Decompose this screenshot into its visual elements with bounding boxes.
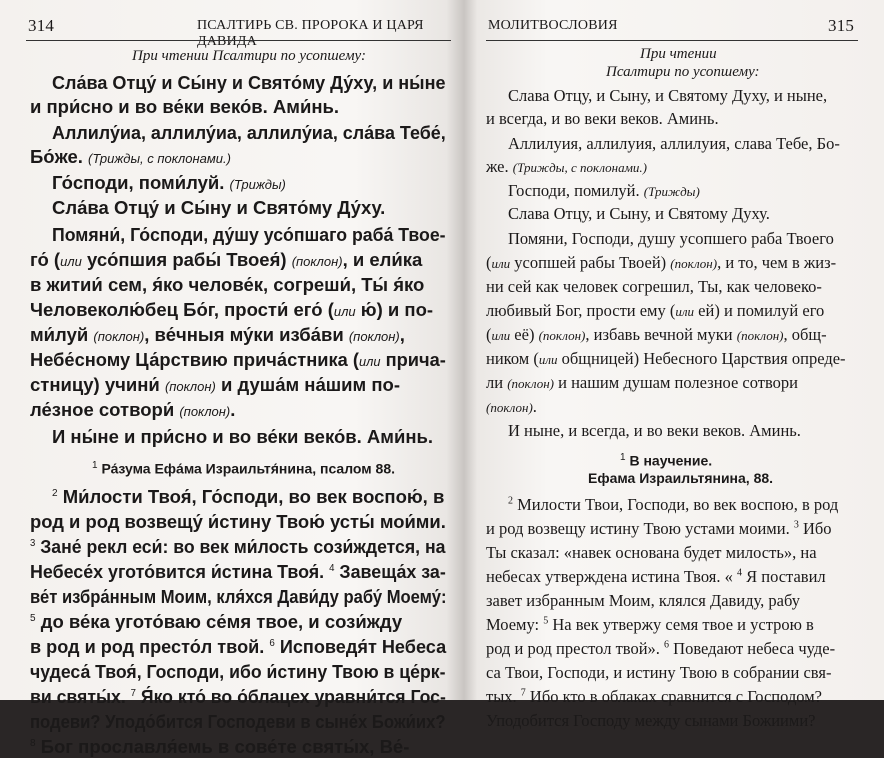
- prayer-line: Го́споди, поми́луй. (Трижды): [52, 172, 286, 193]
- page-number: 315: [828, 16, 855, 35]
- verse-line: Ты сказал: «навек основана будет милость», на: [486, 543, 817, 562]
- prayer-line: го́ (или усо́пшия рабы́ Твоея́) (поклон), и ели́ка: [30, 249, 423, 270]
- verse-line: $^3$ Зане́ рекл еси́: во век ми́лость сози́ждется, на: [30, 536, 446, 557]
- page-number: 314: [28, 16, 55, 35]
- subtitle: При чтении Псалтири по усопшему:: [132, 48, 366, 64]
- prayer-line: И ныне, и всегда, и во веки веков. Аминь.: [508, 421, 801, 440]
- verse-line: Моему: $^5$ На век утвержу семя твое и устрою в: [486, 615, 814, 634]
- prayer-line: Человеколю́бец Бо́г, прости́ его́ (или ю́) и по-: [30, 299, 434, 320]
- subtitle: При чтении: [640, 46, 717, 62]
- prayer-line: Бо́же. (Трижды, с поклонами.): [30, 146, 231, 167]
- verse-line: $^5$ до ве́ка угото́ваю се́мя твое, и сози́жду: [30, 611, 403, 632]
- prayer-line: ли (поклон) и нашим душам полезное сотвори: [486, 373, 799, 392]
- verse-line: и род возвещу истину Твою устами моими. $^3$ Ибо: [486, 519, 832, 538]
- verse-line: $^2$ Ми́лости Твоя́, Го́споди, во век воспою́, в: [52, 486, 445, 507]
- running-head: МОЛИТВОСЛОВИЯ: [488, 18, 618, 33]
- prayer-line: Слава Отцу, и Сыну, и Святому Духу.: [508, 204, 770, 223]
- prayer-line: (или усопшей рабы Твоей) (поклон), и то, чем в жиз-: [486, 253, 837, 272]
- prayer-line: Сла́ва Отцу́ и Сы́ну и Свято́му Ду́ху, и ны́не: [52, 72, 446, 93]
- prayer-line: и при́сно и во ве́ки веко́в. Ами́нь.: [30, 96, 340, 117]
- verse-line: род и род возвещу́ и́стину Твою́ усты́ мои́ми.: [30, 511, 446, 532]
- prayer-line: Небе́сному Ца́рствию прича́стника (или прича-: [30, 349, 446, 370]
- prayer-line: Аллилу́иа, аллилу́иа, аллилу́иа, сла́ва Тебе́,: [52, 122, 446, 143]
- verse-line: са Твои, Господи, и истину Твою в собрании свя-: [486, 663, 832, 682]
- psalm-heading: $^1$ Ра́зума Ефа́ма Израильтя́нина, псалом 88.: [92, 460, 396, 477]
- prayer-line: ником (или общницей) Небесного Царствия опреде-: [486, 349, 846, 368]
- prayer-line: Сла́ва Отцу́ и Сы́ну и Свято́му Ду́ху.: [52, 197, 386, 218]
- verse-line: $^2$ Милости Твои, Господи, во век воспою, в род: [508, 495, 839, 514]
- subtitle: Псалтири по усопшему:: [606, 64, 760, 80]
- prayer-line: Господи, помилуй. (Трижды): [508, 181, 700, 200]
- verse-line: в род и род престо́л твой. $^6$ Исповедя́т Небеса: [30, 636, 447, 657]
- prayer-line: Помяни́, Го́споди, ду́шу усо́пшаго раба́ Твое-: [52, 224, 446, 245]
- prayer-line: ни сей как человек согрешил, Ты, как человеко-: [486, 277, 822, 296]
- verse-line: Уподобится Господу между сынами Божиими?: [486, 711, 816, 730]
- prayer-line: (или её) (поклон), избавь вечной муки (поклон), общ-: [486, 325, 827, 344]
- prayer-line: И ны́не и при́сно и во ве́ки веко́в. Ами́нь.: [52, 426, 434, 447]
- prayer-line: Слава Отцу, и Сыну, и Святому Духу, и ныне,: [508, 86, 828, 105]
- verse-line: завет избранным Моим, клялся Давиду, рабу: [486, 591, 800, 610]
- prayer-line: ми́луй (поклон), ве́чныя му́ки изба́ви (поклон),: [30, 324, 405, 345]
- verse-line: $^8$ Бог прославля́емь в сове́те святы́х, Ве́-: [30, 736, 410, 757]
- verse-line: Небесе́х угото́вится и́стина Твоя́. $^4$ Завеща́х за-: [30, 561, 446, 582]
- prayer-line: (поклон).: [486, 397, 537, 416]
- verse-line: тых. $^7$ Ибо кто в облаках сравнится с Господом?: [486, 687, 822, 706]
- verse-line: небесах утверждена истина Твоя. « $^4$ Я поставил: [486, 567, 826, 586]
- verse-line: чудеса́ Твоя́, Господи, ибо и́стину Твою в це́рк-: [30, 661, 446, 682]
- prayer-line: стницу) учини́ (поклон) и душа́м на́шим по-: [30, 374, 401, 395]
- header-rule: [486, 40, 858, 41]
- verse-line: ви святы́х. $^7$ Я́ко кто́ во о́блацех уравни́тся Гос-: [30, 686, 446, 707]
- prayer-line: же. (Трижды, с поклонами.): [486, 157, 647, 176]
- prayer-line: ле́зное сотвори́ (поклон).: [30, 399, 236, 420]
- verse-line: род и род престол твой». $^6$ Поведают небеса чуде-: [486, 639, 836, 658]
- right-page: [470, 0, 884, 730]
- prayer-line: Аллилуия, аллилуия, аллилуия, слава Тебе, Бо-: [508, 134, 840, 153]
- verse-line: подеви? Уподо́бится Господеви в сыне́х Божи́их?: [30, 711, 446, 732]
- verse-line: ве́т избра́нным Моим, кля́хся Дави́ду рабу́ Моему́:: [30, 586, 447, 607]
- prayer-line: и всегда, и во веки веков. Аминь.: [486, 109, 719, 128]
- prayer-line: Помяни, Господи, душу усопшего раба Твоего: [508, 229, 834, 248]
- header-rule: [26, 40, 451, 41]
- psalm-heading: $^1$ В научение.: [620, 452, 713, 469]
- psalm-heading: Ефама Израильтянина, 88.: [588, 470, 774, 486]
- prayer-line: любивый Бог, прости ему (или ей) и помилуй его: [486, 301, 825, 320]
- running-head: ПСАЛТИРЬ СВ. ПРОРОКА И ЦАРЯ ДАВИДА: [197, 18, 424, 49]
- prayer-line: в житии́ сем, я́ко челове́к, согреши́, Ты́ я́ко: [30, 274, 425, 295]
